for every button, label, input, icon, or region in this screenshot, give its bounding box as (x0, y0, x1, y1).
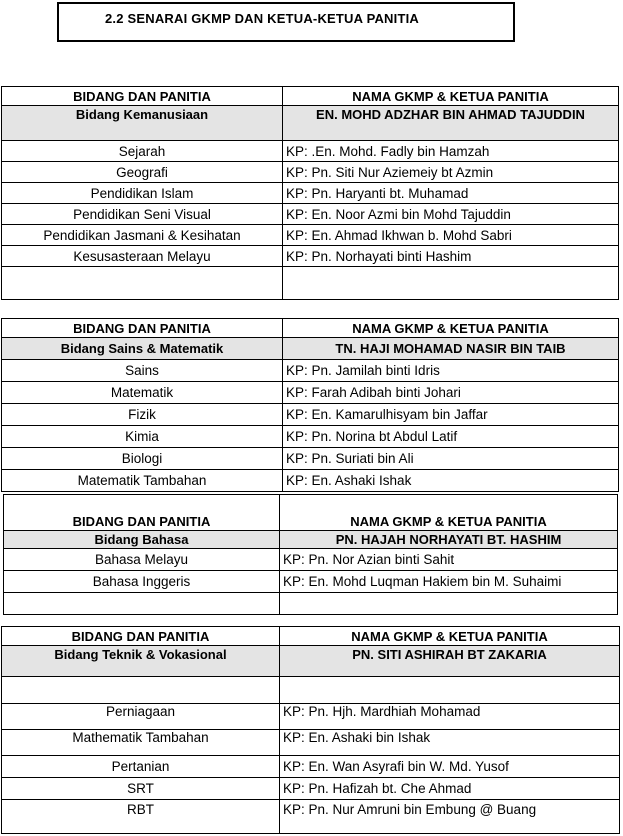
ketua-panitia-cell: KP: En. Ashaki Ishak (283, 470, 619, 492)
empty-cell (280, 593, 618, 615)
bidang-name: Bidang Kemanusiaan (2, 106, 283, 141)
ketua-panitia-cell: KP: En. Wan Asyrafi bin W. Md. Yusof (280, 756, 620, 778)
ketua-panitia-cell: KP: En. Mohd Luqman Hakiem bin M. Suhaimi (280, 571, 618, 593)
ketua-panitia-cell: KP: Pn. Hafizah bt. Che Ahmad (280, 778, 620, 800)
ketua-panitia-cell: KP: Pn. Nur Amruni bin Embung @ Buang (280, 800, 620, 834)
ketua-panitia-cell: KP: Pn. Norhayati binti Hashim (283, 246, 619, 267)
subject-cell: Matematik Tambahan (2, 470, 283, 492)
ketua-panitia-cell: KP: En. Ahmad Ikhwan b. Mohd Sabri (283, 225, 619, 246)
subject-cell: Pendidikan Jasmani & Kesihatan (2, 225, 283, 246)
col-header-nama: NAMA GKMP & KETUA PANITIA (283, 87, 619, 106)
empty-cell (2, 677, 280, 704)
ketua-panitia-cell: KP: Pn. Suriati bin Ali (283, 448, 619, 470)
title-box (57, 2, 515, 42)
section-table-sains-matematik (1, 318, 619, 492)
section-table-bahasa (3, 494, 618, 615)
ketua-panitia-cell: KP: Pn. Nor Azian binti Sahit (280, 549, 618, 571)
ketua-panitia-cell: KP: Pn. Hjh. Mardhiah Mohamad (280, 704, 620, 730)
subject-cell: Pertanian (2, 756, 280, 778)
ketua-panitia-cell: KP: Pn. Haryanti bt. Muhamad (283, 183, 619, 204)
col-header-bidang: BIDANG DAN PANITIA (2, 627, 280, 646)
bidang-name: Bidang Sains & Matematik (2, 338, 283, 360)
ketua-panitia-cell: KP: En. Kamarulhisyam bin Jaffar (283, 404, 619, 426)
subject-cell: Kesusasteraan Melayu (2, 246, 283, 267)
section-table-teknik-vokasional (1, 626, 620, 834)
ketua-panitia-cell: KP: Pn. Jamilah binti Idris (283, 360, 619, 382)
subject-cell: Pendidikan Seni Visual (2, 204, 283, 225)
subject-cell: Pendidikan Islam (2, 183, 283, 204)
ketua-panitia-cell: KP: Farah Adibah binti Johari (283, 382, 619, 404)
col-header-bidang: BIDANG DAN PANITIA (4, 495, 280, 531)
ketua-panitia-cell: KP: .En. Mohd. Fadly bin Hamzah (283, 141, 619, 162)
document-title: 2.2 SENARAI GKMP DAN KETUA-KETUA PANITIA (105, 11, 420, 26)
subject-cell: Matematik (2, 382, 283, 404)
subject-cell: Sejarah (2, 141, 283, 162)
subject-cell: Bahasa Inggeris (4, 571, 280, 593)
empty-cell (283, 267, 619, 300)
subject-cell: SRT (2, 778, 280, 800)
ketua-panitia-cell: KP: En. Ashaki bin Ishak (280, 730, 620, 756)
subject-cell: Kimia (2, 426, 283, 448)
subject-cell: Bahasa Melayu (4, 549, 280, 571)
gkmp-name: PN. HAJAH NORHAYATI BT. HASHIM (280, 531, 618, 549)
empty-cell (280, 677, 620, 704)
subject-cell: RBT (2, 800, 280, 834)
ketua-panitia-cell: KP: En. Noor Azmi bin Mohd Tajuddin (283, 204, 619, 225)
bidang-name: Bidang Teknik & Vokasional (2, 646, 280, 677)
empty-cell (4, 593, 280, 615)
col-header-nama: NAMA GKMP & KETUA PANITIA (280, 495, 618, 531)
subject-cell: Biologi (2, 448, 283, 470)
ketua-panitia-cell: KP: Pn. Siti Nur Aziemeiy bt Azmin (283, 162, 619, 183)
col-header-bidang: BIDANG DAN PANITIA (2, 87, 283, 106)
subject-cell: Fizik (2, 404, 283, 426)
gkmp-name: EN. MOHD ADZHAR BIN AHMAD TAJUDDIN (283, 106, 619, 141)
empty-cell (2, 267, 283, 300)
bidang-name: Bidang Bahasa (4, 531, 280, 549)
col-header-bidang: BIDANG DAN PANITIA (2, 319, 283, 338)
subject-cell: Perniagaan (2, 704, 280, 730)
section-table-kemanusiaan (1, 86, 619, 300)
gkmp-name: PN. SITI ASHIRAH BT ZAKARIA (280, 646, 620, 677)
subject-cell: Sains (2, 360, 283, 382)
ketua-panitia-cell: KP: Pn. Norina bt Abdul Latif (283, 426, 619, 448)
subject-cell: Mathematik Tambahan (2, 730, 280, 756)
col-header-nama: NAMA GKMP & KETUA PANITIA (283, 319, 619, 338)
col-header-nama: NAMA GKMP & KETUA PANITIA (280, 627, 620, 646)
gkmp-name: TN. HAJI MOHAMAD NASIR BIN TAIB (283, 338, 619, 360)
subject-cell: Geografi (2, 162, 283, 183)
